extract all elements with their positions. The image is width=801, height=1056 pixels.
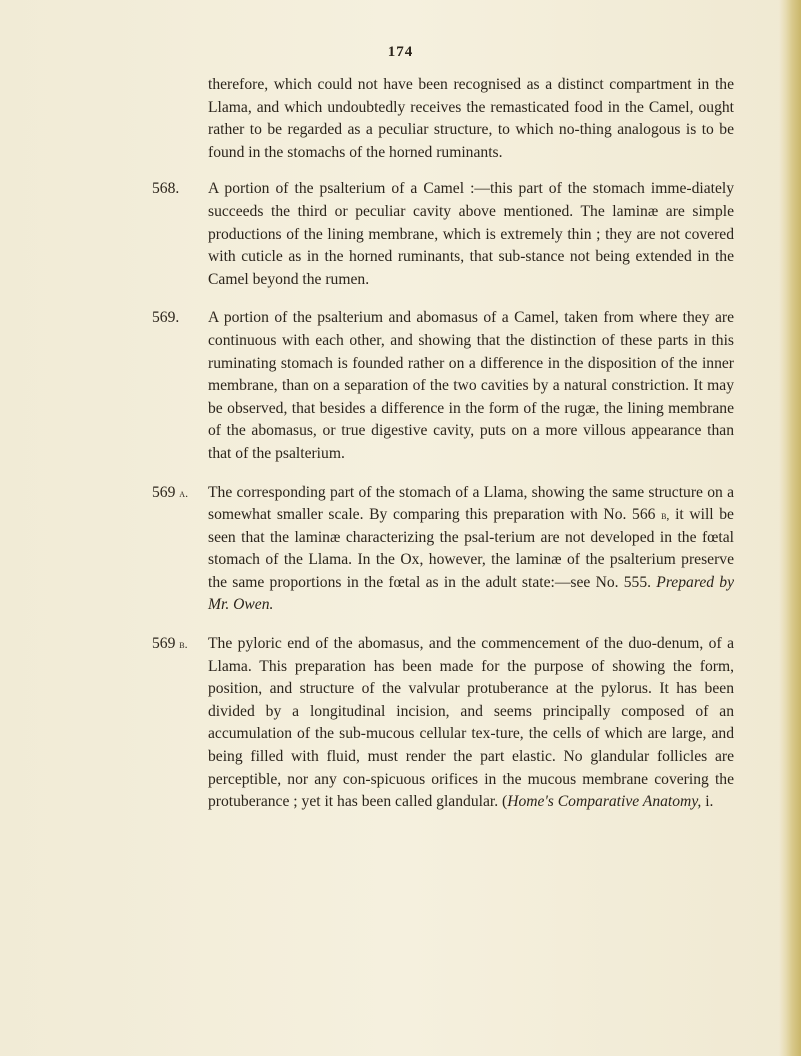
paragraph-text: The pyloric end of the abomasus, and the commencement of the duo-denum, of a Llama. This preparation has been made for the purpose of showing the form, position, and structure of the valvular protuberance at the pylorus. It has been divided by a longitudinal incision, and seems principally composed of an accumulation of the sub-mucous cellular tex-ture, the cells of which are large, and being filled with fluid, must render the part elastic. No glandular follicles are perceptible, nor any con-spicuous orifices in the mucous membrane covering the protuberance ; yet it has been called glandular. (208, 635, 734, 811)
preparation-credit: Prepared by Mr. Owen. (208, 573, 734, 614)
inline-ref-suffix: b, (661, 508, 670, 523)
paragraph-569b (152, 633, 734, 814)
citation: Home's Comparative Anatomy, (507, 793, 702, 811)
page-body (152, 74, 734, 830)
paragraph-text: A portion of the psalterium and abomasus of a Camel, taken from where they are continuous with each other, and showing that the distinction of these parts in this ruminating stomach is founded rather on a difference in the disposition of the inner membrane, than on a separation of the two cavities by a natural constriction. It may be observed, that besides a difference in the form of the rugæ, the lining membrane of the abomasus, or true digestive cavity, puts on a more villous appearance than that of the psalterium. (208, 309, 734, 462)
paragraph-continuation (208, 74, 734, 164)
paragraph-text-continued: it will be seen that the laminæ characterizing the psal-terium are not developed in the fœtal stomach of the Llama. In the Ox, however, the laminæ of the psalterium preserve the same proportions in the fœtal as in the adult state:—see No. 555. (208, 506, 734, 591)
citation-open: ( (502, 793, 508, 811)
entry-number: 569. (152, 309, 180, 327)
entry-number: 569 a. (152, 483, 189, 501)
entry-number: 568. (152, 180, 180, 198)
paragraph-text: The corresponding part of the stomach of a Llama, showing the same structure on a somewhat smaller scale. By comparing this preparation with No. 566 (208, 483, 734, 524)
paragraph-568 (152, 178, 734, 291)
paragraph-569 (152, 307, 734, 465)
entry-number: 569 b. (152, 635, 188, 653)
citation-tail: i. (705, 793, 714, 811)
page-number: 174 (387, 44, 414, 60)
paragraph-569a (152, 482, 734, 618)
paragraph-text: therefore, which could not have been recognised as a distinct compartment in the Llama, and which undoubtedly receives the remasticated food in the Camel, ought rather to be regarded as a peculiar structure, to which no-thing analogous is to be found in the stomachs of the horned ruminants. (208, 76, 734, 161)
paragraph-text: A portion of the psalterium of a Camel :—this part of the stomach imme-diately succeeds the third or peculiar cavity above mentioned. The laminæ are simple productions of the lining membrane, which is extremely thin ; they are not covered with cuticle as in the horned ruminants, that sub-stance not being extended in the Camel beyond the rumen. (208, 180, 734, 288)
page-edge-shading (779, 0, 801, 1056)
